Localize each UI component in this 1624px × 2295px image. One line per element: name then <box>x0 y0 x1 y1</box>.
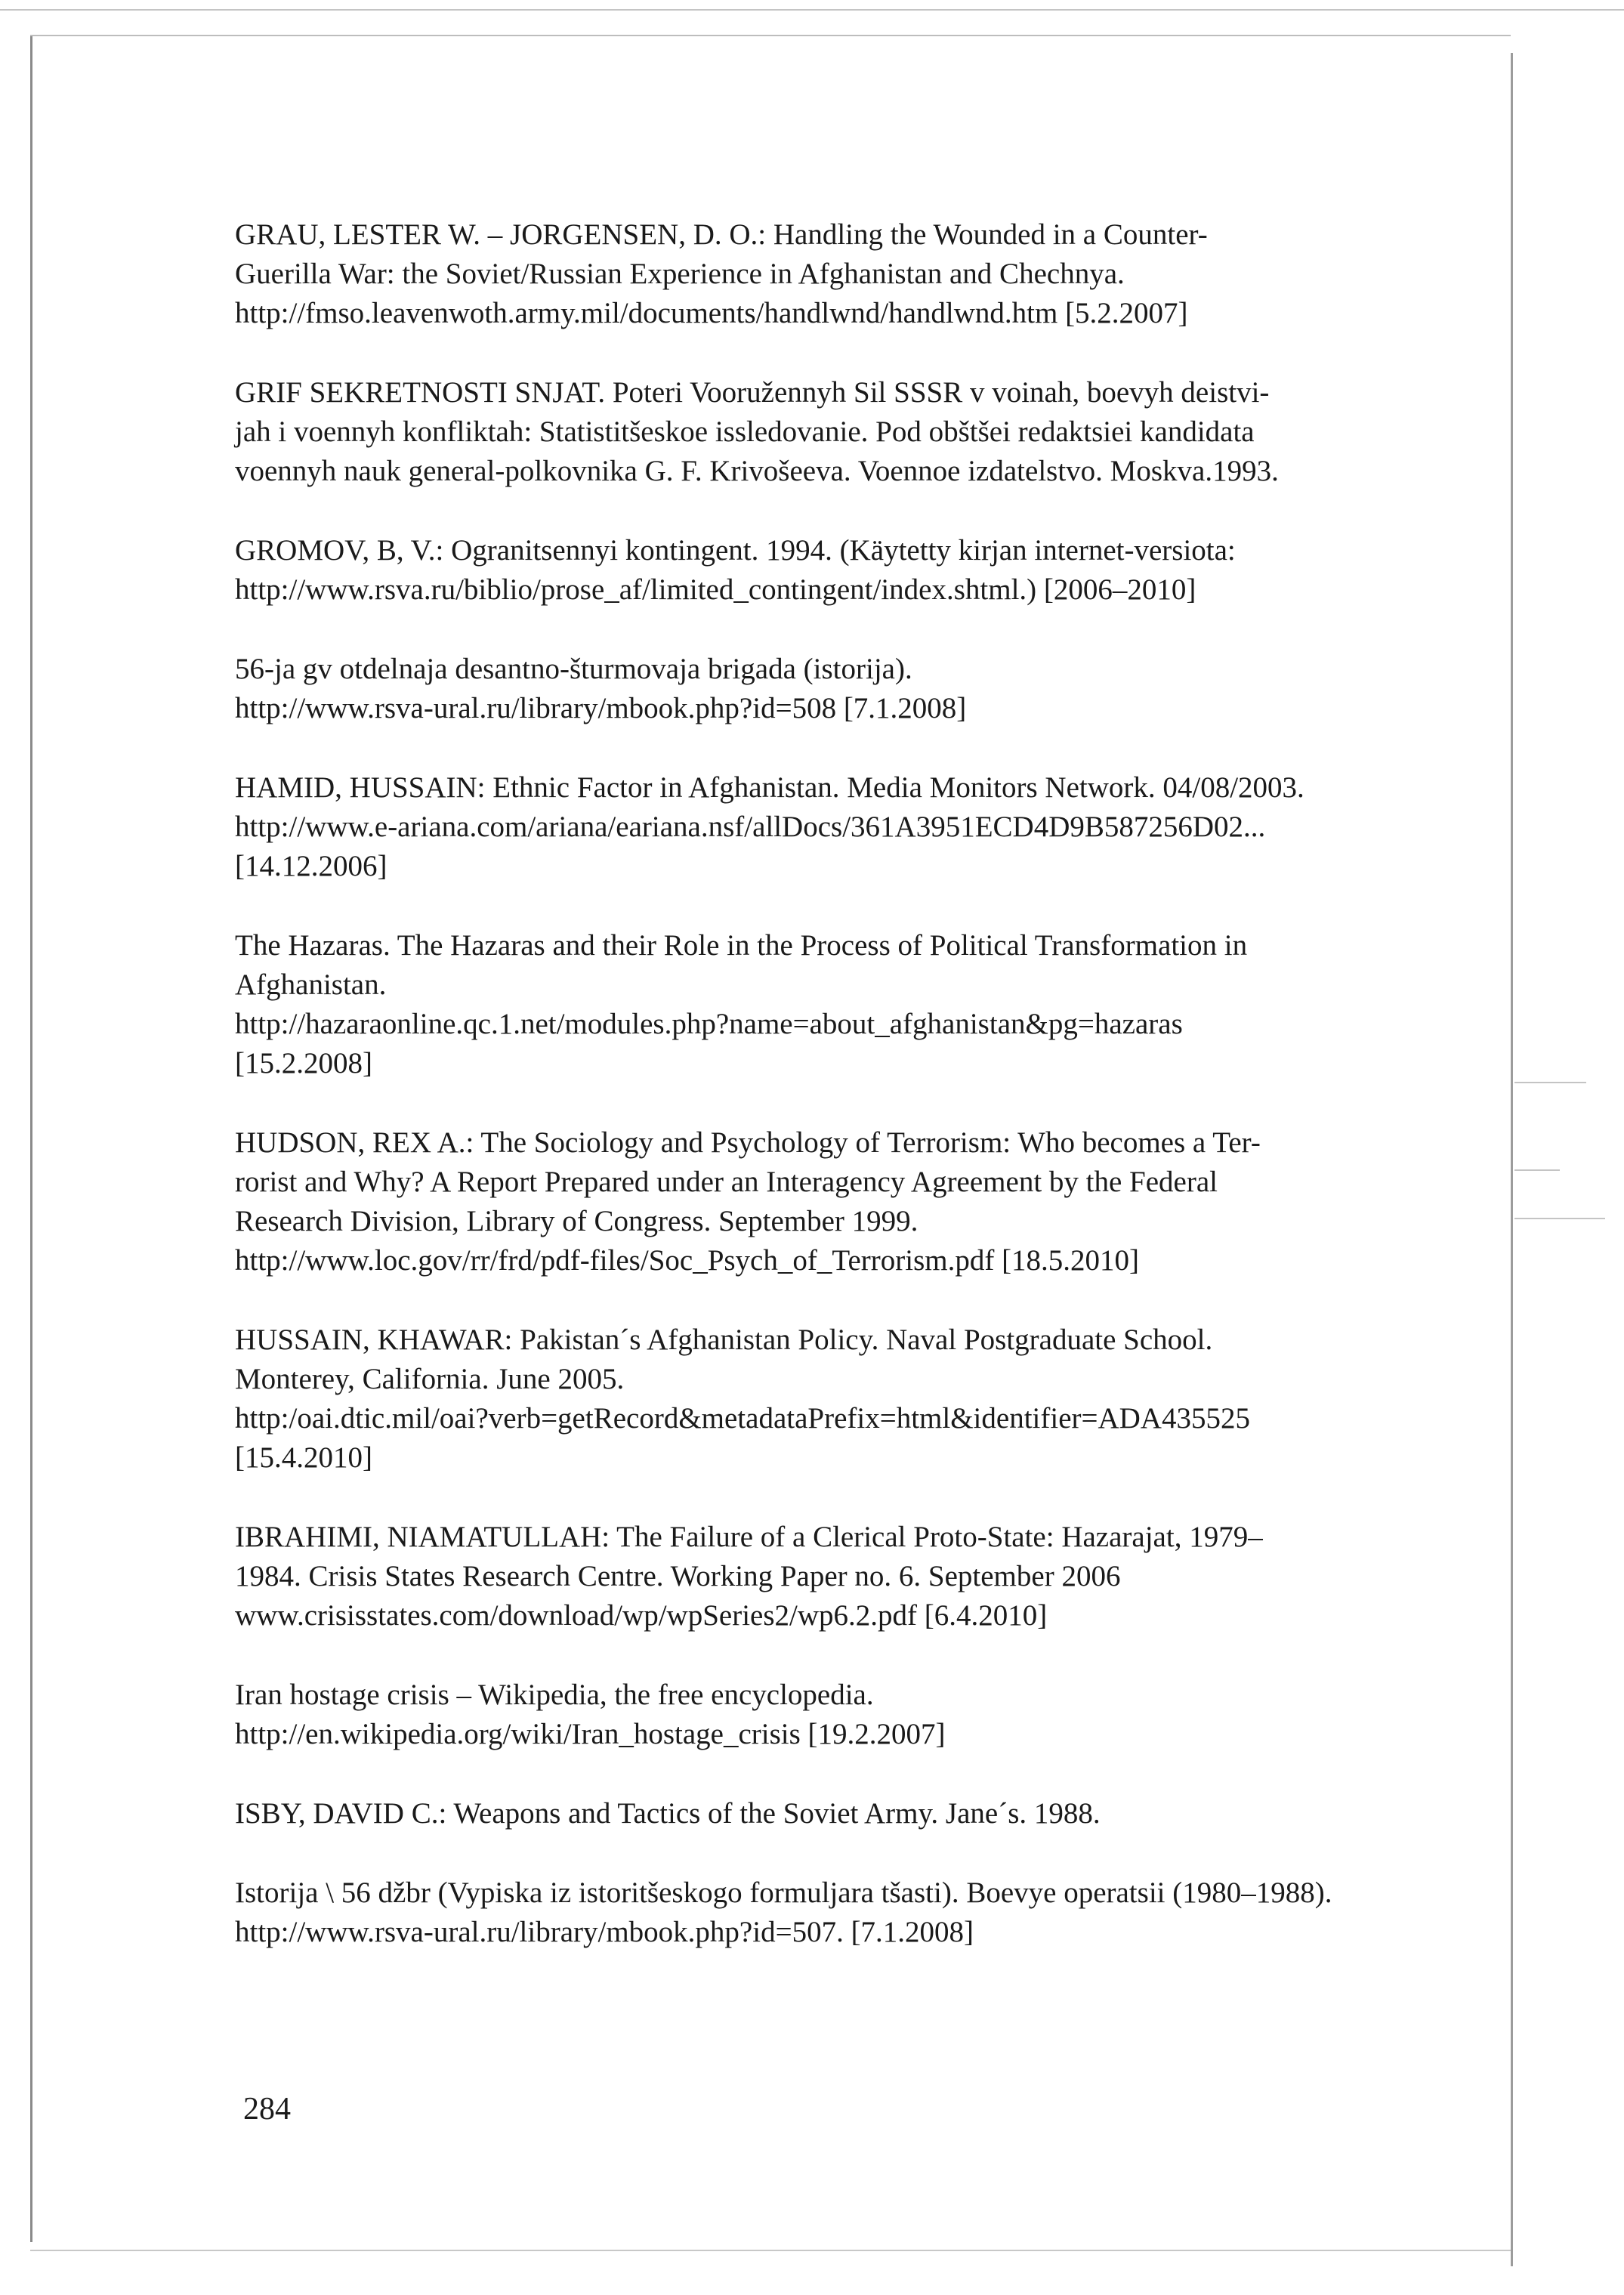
bibliography-entry <box>235 1320 1345 1478</box>
entry-url: http://fmso.leavenwoth.army.mil/documents/handlwnd/handlwnd.htm [5.2.2007] <box>235 297 1188 329</box>
entry-line: HUSSAIN, KHAWAR: Pakistan´s Afghanistan Policy. Naval Postgraduate School. <box>235 1324 1213 1356</box>
entry-url: http://hazaraonline.qc.1.net/modules.php?name=about_afghanistan&pg=hazaras <box>235 1008 1183 1040</box>
bibliography-entry <box>235 1123 1345 1280</box>
bibliography-entry <box>235 650 1345 728</box>
entry-line: 1984. Crisis States Research Centre. Working Paper no. 6. September 2006 <box>235 1560 1121 1592</box>
entry-url: http://www.loc.gov/rr/frd/pdf-files/Soc_Psych_of_Terrorism.pdf [18.5.2010] <box>235 1244 1140 1277</box>
entry-line: rorist and Why? A Report Prepared under an Interagency Agreement by the Federal <box>235 1166 1218 1198</box>
entry-url: www.crisisstates.com/download/wp/wpSeries2/wp6.2.pdf [6.4.2010] <box>235 1599 1048 1632</box>
entry-date: [15.2.2008] <box>235 1047 372 1080</box>
entry-line: GROMOV, B, V.: Ogranitsennyi kontingent. 1994. (Käytetty kirjan internet-versiota: <box>235 534 1236 567</box>
entry-line: GRAU, LESTER W. – JORGENSEN, D. O.: Handling the Wounded in a Counter- <box>235 218 1208 251</box>
bibliography-entry <box>235 926 1345 1083</box>
bibliography-entry <box>235 1794 1345 1833</box>
entry-line: Monterey, California. June 2005. <box>235 1363 625 1395</box>
entry-date: [15.4.2010] <box>235 1441 372 1474</box>
scan-frame-right <box>1511 53 1513 2266</box>
entry-line: 56-ja gv otdelnaja desantno-šturmovaja brigada (istorija). <box>235 653 912 685</box>
entry-line: IBRAHIMI, NIAMATULLAH: The Failure of a Clerical Proto-State: Hazarajat, 1979– <box>235 1521 1263 1553</box>
entry-line: jah i voennyh konfliktah: Statistitšeskoe issledovanie. Pod obštšei redaktsiei kandidata <box>235 415 1255 448</box>
bibliography-entry <box>235 215 1345 333</box>
bibliography-entry <box>235 531 1345 610</box>
bibliography-entry <box>235 1518 1345 1636</box>
entry-url: http://www.rsva-ural.ru/library/mbook.php?id=507. [7.1.2008] <box>235 1916 974 1948</box>
entry-line: Guerilla War: the Soviet/Russian Experience in Afghanistan and Chechnya. <box>235 258 1125 290</box>
bibliography-entry <box>235 1676 1345 1754</box>
entry-line: ISBY, DAVID C.: Weapons and Tactics of the Soviet Army. Jane´s. 1988. <box>235 1797 1101 1830</box>
entry-url: http://www.rsva-ural.ru/library/mbook.php?id=508 [7.1.2008] <box>235 692 967 724</box>
bibliography-entry <box>235 373 1345 491</box>
entry-line: voennyh nauk general-polkovnika G. F. Krivošeeva. Voennoe izdatelstvo. Moskva.1993. <box>235 455 1279 487</box>
entry-line: Istorija \ 56 džbr (Vypiska iz istoritšeskogo formuljara tšasti). Boevye operatsii (1980–1988). <box>235 1876 1332 1909</box>
scan-frame-bottom <box>30 2250 1511 2251</box>
entry-line: HUDSON, REX A.: The Sociology and Psychology of Terrorism: Who becomes a Ter- <box>235 1126 1261 1159</box>
scan-frame-left <box>30 36 32 2242</box>
page-number: 284 <box>243 2092 291 2127</box>
entry-url: http://en.wikipedia.org/wiki/Iran_hostage_crisis [19.2.2007] <box>235 1718 946 1750</box>
entry-line: GRIF SEKRETNOSTI SNJAT. Poteri Vooružennyh Sil SSSR v voinah, boevyh deistvi- <box>235 376 1270 409</box>
bibliography-entry <box>235 768 1345 886</box>
scan-frame-top <box>30 35 1511 36</box>
entry-url: http://www.rsva.ru/biblio/prose_af/limited_contingent/index.shtml.) [2006–2010] <box>235 573 1196 606</box>
entry-line: Research Division, Library of Congress. September 1999. <box>235 1205 919 1237</box>
scan-margin-tick <box>1514 1082 1586 1083</box>
entry-url: http://www.e-ariana.com/ariana/eariana.nsf/allDocs/361A3951ECD4D9B587256D02... <box>235 811 1266 843</box>
entry-line: The Hazaras. The Hazaras and their Role in the Process of Political Transformation in <box>235 929 1248 962</box>
entry-line: Afghanistan. <box>235 968 387 1001</box>
scan-edge-top <box>0 9 1624 11</box>
entry-line: HAMID, HUSSAIN: Ethnic Factor in Afghanistan. Media Monitors Network. 04/08/2003. <box>235 771 1304 804</box>
bibliography-entry <box>235 1873 1345 1952</box>
entry-url: http:/oai.dtic.mil/oai?verb=getRecord&metadataPrefix=html&identifier=ADA435525 <box>235 1402 1250 1435</box>
scan-margin-tick <box>1514 1169 1560 1171</box>
scan-margin-tick <box>1514 1218 1605 1219</box>
bibliography-list <box>235 215 1345 1992</box>
entry-line: Iran hostage crisis – Wikipedia, the free encyclopedia. <box>235 1679 874 1711</box>
entry-date: [14.12.2006] <box>235 850 387 882</box>
